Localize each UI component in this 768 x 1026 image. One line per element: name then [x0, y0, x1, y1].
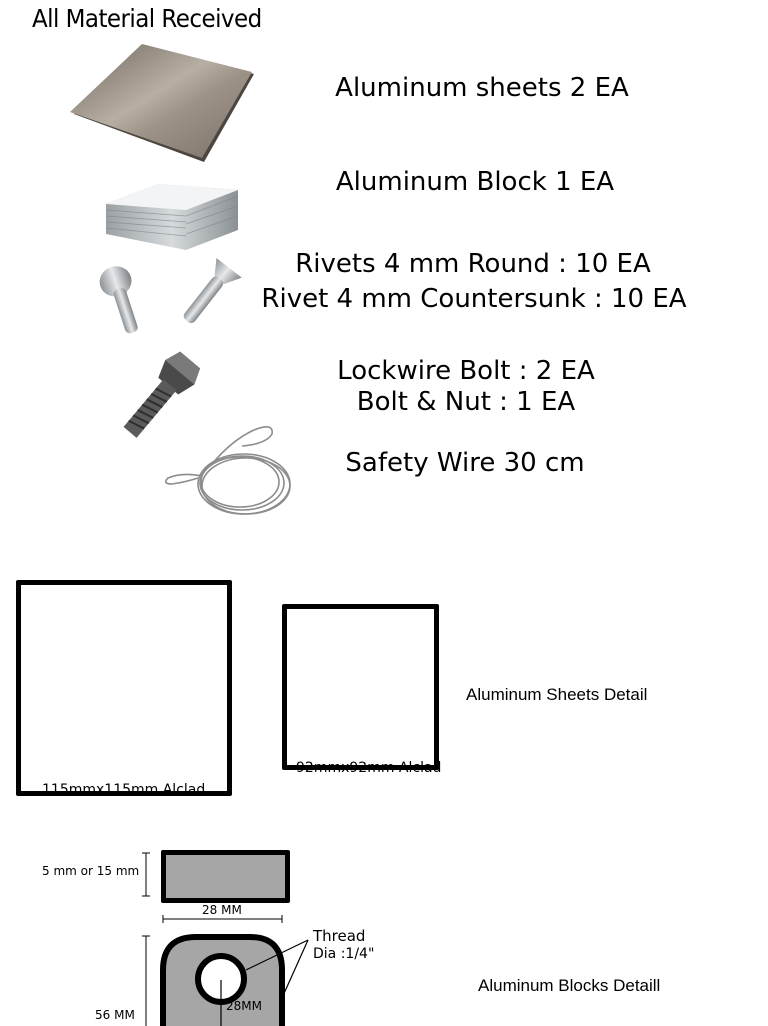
- rivet-countersunk-icon: [178, 262, 244, 332]
- material-lockwire-bolt: Lockwire Bolt : 2 EA: [337, 356, 595, 386]
- material-bolt-nut: Bolt & Nut : 1 EA: [356, 387, 576, 417]
- material-aluminum-sheets: Aluminum sheets 2 EA: [335, 73, 629, 103]
- height-dimension-line: [140, 934, 152, 1026]
- thread-dia-label: Dia :1/4": [313, 946, 375, 962]
- sheet-small-outline: [282, 604, 439, 770]
- aluminum-block-icon: [104, 182, 240, 252]
- rivet-icon: [96, 262, 152, 334]
- page-title: All Material Received: [32, 4, 262, 33]
- sheets-detail-caption: Aluminum Sheets Detail: [466, 685, 648, 704]
- material-safety-wire: Safety Wire 30 cm: [345, 448, 585, 478]
- sheet-large-outline: [16, 580, 232, 796]
- width-label: 28 MM: [202, 903, 242, 917]
- thickness-dimension-line: [140, 852, 152, 898]
- hole-offset-label: 28MM: [226, 999, 262, 1013]
- aluminum-sheet-icon: [70, 44, 256, 168]
- thread-label: Thread: [313, 927, 366, 945]
- material-rivets-round: Rivets 4 mm Round : 10 EA: [295, 249, 651, 279]
- thickness-label: 5 mm or 15 mm: [42, 864, 140, 878]
- height-label: 56 MM: [95, 1008, 135, 1022]
- blocks-detail-caption: Aluminum Blocks Detaill: [478, 976, 661, 995]
- sheet-small-label: 92mmx92mm Alclad: [296, 760, 442, 776]
- material-aluminum-block: Aluminum Block 1 EA: [335, 167, 615, 197]
- safety-wire-icon: [162, 420, 296, 518]
- sheet-large-label: 115mmx115mm Alclad: [42, 782, 206, 798]
- material-rivets-countersunk: Rivet 4 mm Countersunk : 10 EA: [261, 284, 687, 314]
- block-side-view: [161, 850, 290, 903]
